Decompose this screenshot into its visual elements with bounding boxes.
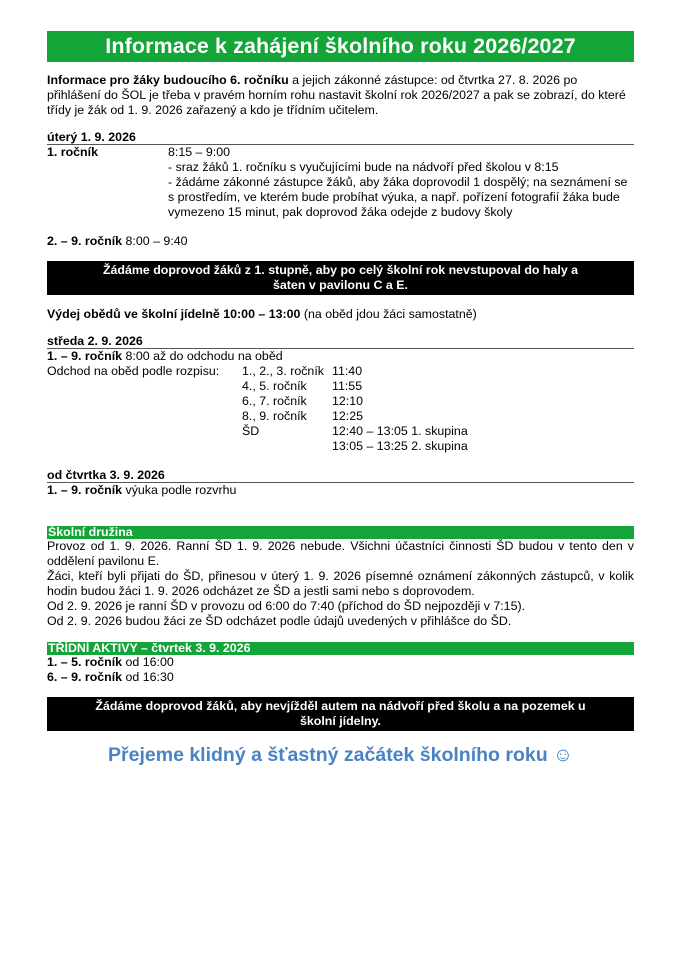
lunch-line — [47, 307, 634, 322]
notice-banner-parking: Žádáme doprovod žáků, aby nevjížděl autem na nádvoří před školu a na pozemek u školní jídelny. — [47, 697, 634, 731]
aktivy-time: od 16:30 — [122, 670, 174, 684]
aktivy-row — [47, 655, 634, 670]
schedule-group: ŠD — [242, 424, 260, 438]
druzina-paragraph: Žáci, kteří byli přijati do ŠD, přinesou v úterý 1. 9. 2026 písemné oznámení zákonných zástupců, v kolik hodin budou žáci 1. 9. 2026 odcházet ze ŠD a jestli sami nebo s doprovodem. — [47, 569, 634, 598]
aktivy-heading: TŘÍDNÍ AKTIVY – čtvrtek 3. 9. 2026 — [47, 642, 634, 655]
wednesday-heading: středa 2. 9. 2026 — [47, 334, 634, 349]
wednesday-section — [47, 334, 634, 454]
schedule-group: 1., 2., 3. ročník — [242, 364, 324, 378]
grade1-block — [47, 145, 634, 220]
aktivy-label: 6. – 9. ročník — [47, 670, 123, 684]
thursday-line — [47, 483, 634, 498]
tuesday-section — [47, 130, 634, 249]
druzina-section — [47, 526, 634, 629]
schedule-time: 12:25 — [332, 409, 364, 423]
druzina-paragraph: Provoz od 1. 9. 2026. Ranní ŠD 1. 9. 2026 nebude. Všichni účastníci činnosti ŠD budou v tento den v oddělení pavilonu E. — [47, 539, 634, 568]
schedule-time: 12:40 – 13:05 1. skupina — [332, 424, 468, 438]
aktivy-label: 1. – 5. ročník — [47, 655, 123, 669]
schedule-group: 6., 7. ročník — [242, 394, 307, 408]
grades-2-9-time: 8:00 – 9:40 — [122, 234, 188, 248]
druzina-paragraph: Od 2. 9. 2026 je ranní ŠD v provozu od 6:00 do 7:40 (příchod do ŠD nejpozději v 7:15). — [47, 599, 526, 613]
grade1-item: - sraz žáků 1. ročníku s vyučujícími bude na nádvoří před školou v 8:15 — [168, 160, 559, 174]
aktivy-time: od 16:00 — [122, 655, 174, 669]
druzina-heading: Školní družina — [47, 526, 634, 539]
notice-banner-entrance: Žádáme doprovod žáků z 1. stupně, aby po celý školní rok nevstupoval do haly a šaten v pavilonu C a E. — [47, 261, 634, 295]
wednesday-label: 1. – 9. ročník — [47, 349, 123, 363]
lunch-schedule — [47, 364, 634, 454]
grades-2-9-label: 2. – 9. ročník — [47, 234, 123, 248]
schedule-group: 4., 5. ročník — [242, 379, 307, 393]
thursday-text: výuka podle rozvrhu — [122, 483, 237, 497]
grade1-item: - žádáme zákonné zástupce žáků, aby žáka doprovodil 1 dospělý; na seznámení se s prostředím, ve kterém bude probíhat výuka, a např. pořízení fotografií žáka bude vymezeno 15 minut, pak doprovod žáka odejde z budovy školy — [168, 175, 628, 219]
schedule-time: 12:10 — [332, 394, 364, 408]
schedule-group — [242, 439, 332, 454]
tuesday-heading: úterý 1. 9. 2026 — [47, 130, 634, 145]
grade1-time: 8:15 – 9:00 — [168, 145, 231, 159]
schedule-time: 13:05 – 13:25 2. skupina — [332, 439, 468, 453]
thursday-section — [47, 468, 634, 498]
page-title: Informace k zahájení školního roku 2026/2027 — [47, 31, 634, 62]
wednesday-text: 8:00 až do odchodu na oběd — [122, 349, 283, 363]
thursday-label: 1. – 9. ročník — [47, 483, 123, 497]
schedule-time: 11:55 — [332, 379, 363, 393]
intro-paragraph — [47, 73, 634, 118]
thursday-heading: od čtvrtka 3. 9. 2026 — [47, 468, 634, 483]
aktivy-section — [47, 642, 634, 685]
aktivy-row — [47, 670, 634, 685]
schedule-time: 11:40 — [332, 364, 363, 378]
schedule-label: Odchod na oběd podle rozpisu: — [47, 364, 220, 378]
grade1-label: 1. ročník — [47, 145, 98, 159]
document-page — [47, 31, 634, 767]
schedule-group: 8., 9. ročník — [242, 409, 307, 423]
lunch-note: (na oběd jdou žáci samostatně) — [300, 307, 477, 321]
wednesday-line — [47, 349, 634, 364]
druzina-paragraph: Od 2. 9. 2026 budou žáci ze ŠD odcházet podle údajů uvedených v přihlášce do ŠD. — [47, 614, 512, 628]
lunch-label: Výdej obědů ve školní jídelně 10:00 – 13:00 — [47, 307, 301, 321]
intro-text: a jejich zákonné zástupce: od čtvrtka 27. 8. 2026 po přihlášení do ŠOL je třeba v pravém horním rohu nastavit školní rok 2026/2027 a pak se zobrazí, do které třídy je žák od 1. 9. 2026 zařazený a kdo je třídním učitelem. — [47, 73, 626, 117]
closing-wish: Přejeme klidný a šťastný začátek školního roku ☺ — [108, 744, 573, 766]
intro-lead: Informace pro žáky budoucího 6. ročníku — [47, 73, 289, 87]
grades-2-9-line — [47, 234, 634, 249]
